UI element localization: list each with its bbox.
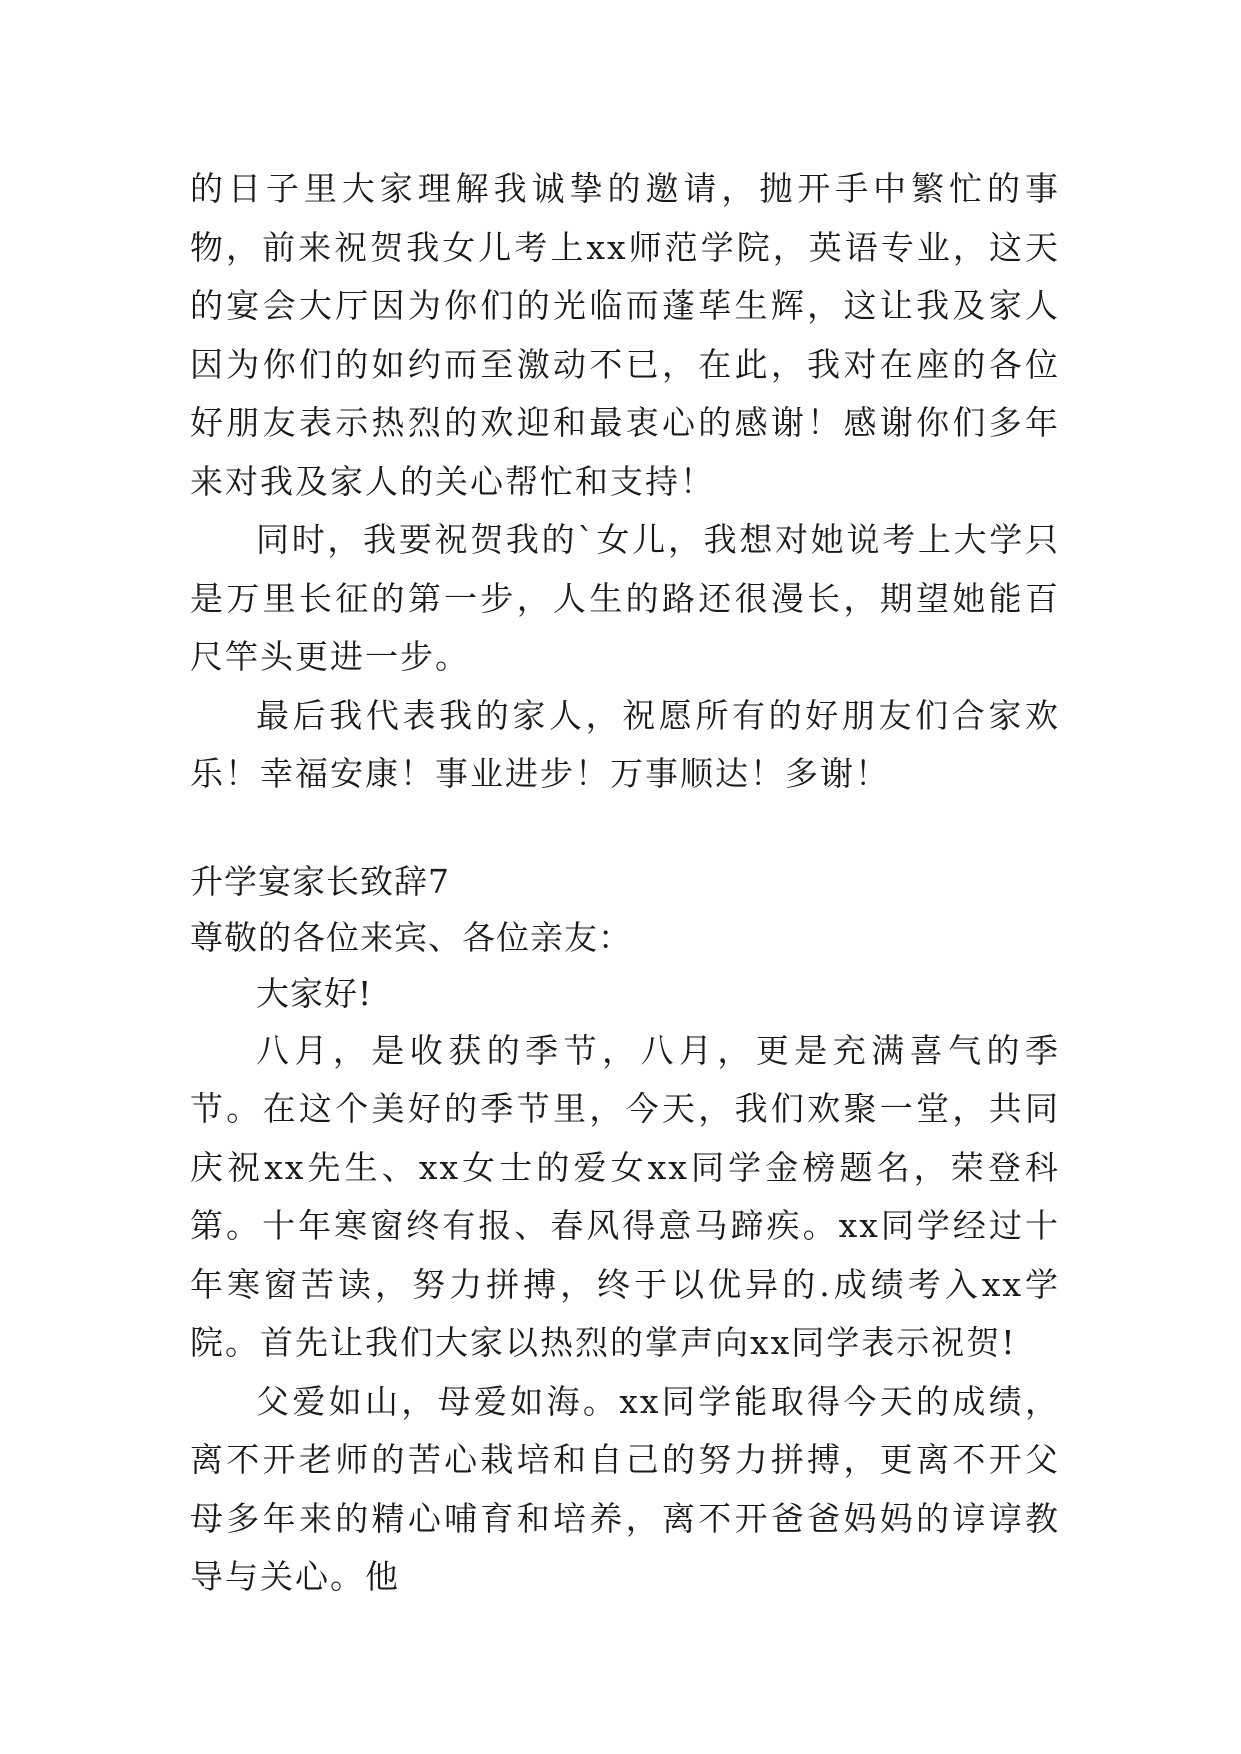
section-title: 升学宴家长致辞7 — [190, 861, 450, 901]
greeting: 大家好! — [256, 973, 373, 1013]
paragraph-congratulate-daughter: 同时，我要祝贺我的`女儿，我想对她说考上大学只是万里长征的第一步，人生的路还很漫长，期望她能百尺竿头更进一步。 — [190, 520, 1060, 676]
paragraph-august-celebration: 八月，是收获的季节，八月，更是充满喜气的季节。在这个美好的季节里，今天，我们欢聚一堂，共同庆祝xx先生、xx女士的爱女xx同学金榜题名，荣登科第。十年寒窗终有报、春风得意马蹄疾。xx同学经过十年寒窗苦读，努力拼搏，终于以优异的.成绩考入xx学院。首先让我们大家以热烈的掌声向xx同学表示祝贺! — [190, 1030, 1060, 1362]
paragraph-welcome-thanks: 的日子里大家理解我诚挚的邀请，抛开手中繁忙的事物，前来祝贺我女儿考上xx师范学院，英语专业，这天的宴会大厅因为你们的光临而蓬荜生辉，这让我及家人因为你们的如约而至激动不已，在此，我对在座的各位好朋友表示热烈的欢迎和最衷心的感谢！感谢你们多年来对我及家人的关心帮忙和支持！ — [190, 169, 1060, 501]
paragraph-closing-wishes: 最后我代表我的家人，祝愿所有的好朋友们合家欢乐！幸福安康！事业进步！万事顺达！多谢！ — [190, 695, 1060, 793]
paragraph-parents-love: 父爱如山，母爱如海。xx同学能取得今天的成绩，离不开老师的苦心栽培和自己的努力拼搏，更离不开父母多年来的精心哺育和培养，离不开爸爸妈妈的谆谆教导与关心。他 — [190, 1381, 1060, 1596]
section-spacer — [190, 804, 1060, 854]
salutation: 尊敬的各位来宾、各位亲友： — [190, 917, 632, 957]
document-body — [190, 160, 1060, 1607]
